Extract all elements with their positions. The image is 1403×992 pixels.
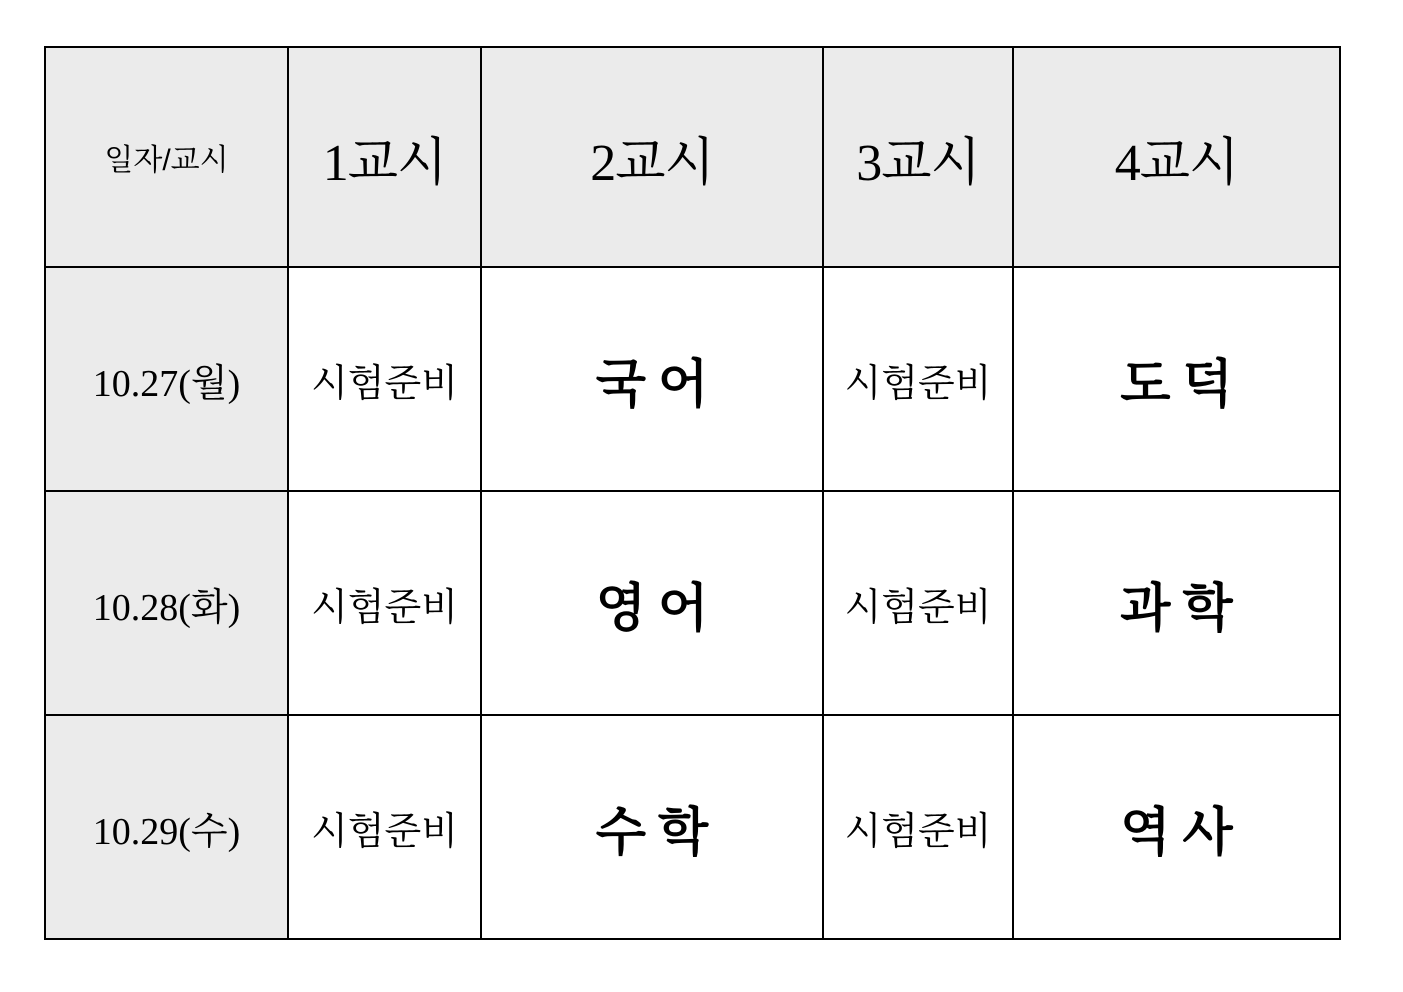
row-period-4: 역사 bbox=[1013, 715, 1340, 939]
row-period-2: 영어 bbox=[481, 491, 823, 715]
row-date: 10.28(화) bbox=[45, 491, 288, 715]
table-header-row bbox=[45, 47, 1340, 267]
exam-schedule-table bbox=[44, 46, 1341, 940]
row-period-2: 국어 bbox=[481, 267, 823, 491]
exam-schedule-sheet bbox=[44, 46, 1339, 939]
row-period-3: 시험준비 bbox=[823, 491, 1013, 715]
row-period-3: 시험준비 bbox=[823, 715, 1013, 939]
row-date: 10.27(월) bbox=[45, 267, 288, 491]
column-header-period-2: 2교시 bbox=[481, 47, 823, 267]
table-row bbox=[45, 491, 1340, 715]
table-row bbox=[45, 267, 1340, 491]
table-row bbox=[45, 715, 1340, 939]
column-header-period-1: 1교시 bbox=[288, 47, 481, 267]
row-period-1: 시험준비 bbox=[288, 715, 481, 939]
row-period-1: 시험준비 bbox=[288, 267, 481, 491]
row-period-4: 도덕 bbox=[1013, 267, 1340, 491]
row-period-3: 시험준비 bbox=[823, 267, 1013, 491]
row-period-4: 과학 bbox=[1013, 491, 1340, 715]
row-period-2: 수학 bbox=[481, 715, 823, 939]
column-header-date: 일자/교시 bbox=[45, 47, 288, 267]
column-header-period-4: 4교시 bbox=[1013, 47, 1340, 267]
row-period-1: 시험준비 bbox=[288, 491, 481, 715]
column-header-period-3: 3교시 bbox=[823, 47, 1013, 267]
row-date: 10.29(수) bbox=[45, 715, 288, 939]
